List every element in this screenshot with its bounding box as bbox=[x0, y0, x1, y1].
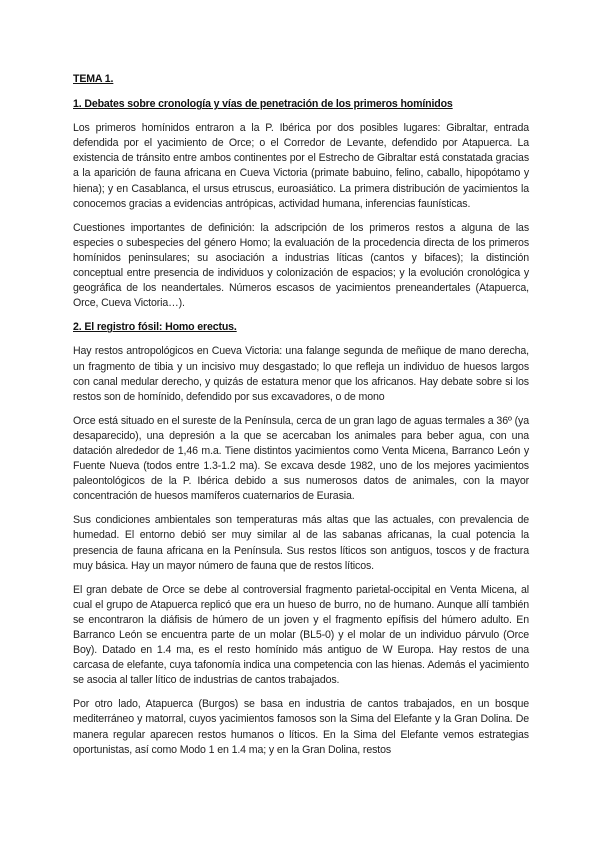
paragraph: Los primeros homínidos entraron a la P. Ibérica por dos posibles lugares: Gibraltar, entrada defendida por el yacimiento de Orce; o el Corredor de Levante, defendido por Atapuerca. La existencia de tránsito entre ambos continentes por el Estrecho de Gibraltar está constatada gracias a la aparición de fauna africana en Cueva Victoria (primate babuino, felino, caballo, hipopótamo y hiena); y en Casablanca, el ursus etruscus, euroasiático. La primera distribución de yacimientos la conocemos gracias a evidencias antrópicas, actividad humana, inferencias faunísticas. bbox=[73, 122, 529, 210]
paragraph: Cuestiones importantes de definición: la adscripción de los primeros restos a alguna de las especies o subespecies del género Homo; la evaluación de la procedencia directa de los primeros homínidos peninsulares; su asociación a industrias líticas (cantos y bifaces); la distinción conceptual entre presencia de individuos y colonización de espacios; y la evolución cronológica y geográfica de los neandertales. Números escasos de yacimientos preneandertales (Atapuerca, Orce, Cueva Victoria…). bbox=[73, 221, 529, 310]
paragraph: El gran debate de Orce se debe al controversial fragmento parietal-occipital en Venta Micena, al cual el grupo de Atapuerca replicó que era un hueso de burro, no de humano. Aunque allí también se encontraron la diáfisis de húmero de un joven y el fragmento epífisis del húmero adulto. En Barranco León se encuentra parte de un molar (BL5-0) y el molar de un individuo párvulo (Orce Boy). Datado en 1.4 ma, es el resto homínido más antiguo de W Europa. Hay restos de una carcasa de elefante, cuya tafonomía indica una competencia con las hienas. Además el yacimiento se asocia al taller lítico de industrias de cantos trabajados. bbox=[73, 583, 529, 687]
paragraph: Orce está situado en el sureste de la Península, cerca de un gran lago de aguas termales a 36º (ya desaparecido), una depresión a la que se acercaban los animales para beber agua, con una datación alrededor de 1,46 m.a. Tiene distintos yacimientos como Venta Micena, Barranco León y Fuente Nueva (todos entre 1.3-1.2 ma). Se excava desde 1982, uno de los mejores yacimientos paleontológicos de la P. Ibérica debido a sus numerosos datos de animales, con la mayor concentración de huesos mamíferos cuaternarios de Eurasia. bbox=[73, 414, 529, 503]
section-heading-1: 1. Debates sobre cronología y vías de penetración de los primeros homínidos bbox=[73, 98, 453, 111]
document-page bbox=[73, 72, 529, 758]
document-title: TEMA 1. bbox=[73, 73, 114, 85]
paragraph: Hay restos antropológicos en Cueva Victoria: una falange segunda de meñique de mano derecha, un fragmento de tibia y un incisivo muy desgastado; lo que refleja un individuo de huesos largos con canal medular derecho, y quizás de estatura menor que los africanos. Hay debate sobre si los restos son de homínido, defendido por sus excavadores, o de mono bbox=[73, 345, 529, 403]
paragraph: Por otro lado, Atapuerca (Burgos) se basa en industria de cantos trabajados, en un bosque mediterráneo y matorral, cuyos yacimientos famosos son la Sima del Elefante y la Gran Dolina. De manera regular aparecen restos humanos o líticos. En la Sima del Elefante vemos estrategias oportunistas, así como Modo 1 en 1.4 ma; y en la Gran Dolina, restos bbox=[73, 698, 529, 756]
paragraph: Sus condiciones ambientales son temperaturas más altas que las actuales, con prevalencia de humedad. El entorno debió ser muy similar al de las sabanas africanas, la cual potencia la presencia de fauna africana en la Península. Sus restos líticos son antiguos, toscos y de fractura muy básica. Hay un mayor número de fauna que de restos líticos. bbox=[73, 514, 529, 572]
section-heading-2: 2. El registro fósil: Homo erectus. bbox=[73, 321, 237, 334]
